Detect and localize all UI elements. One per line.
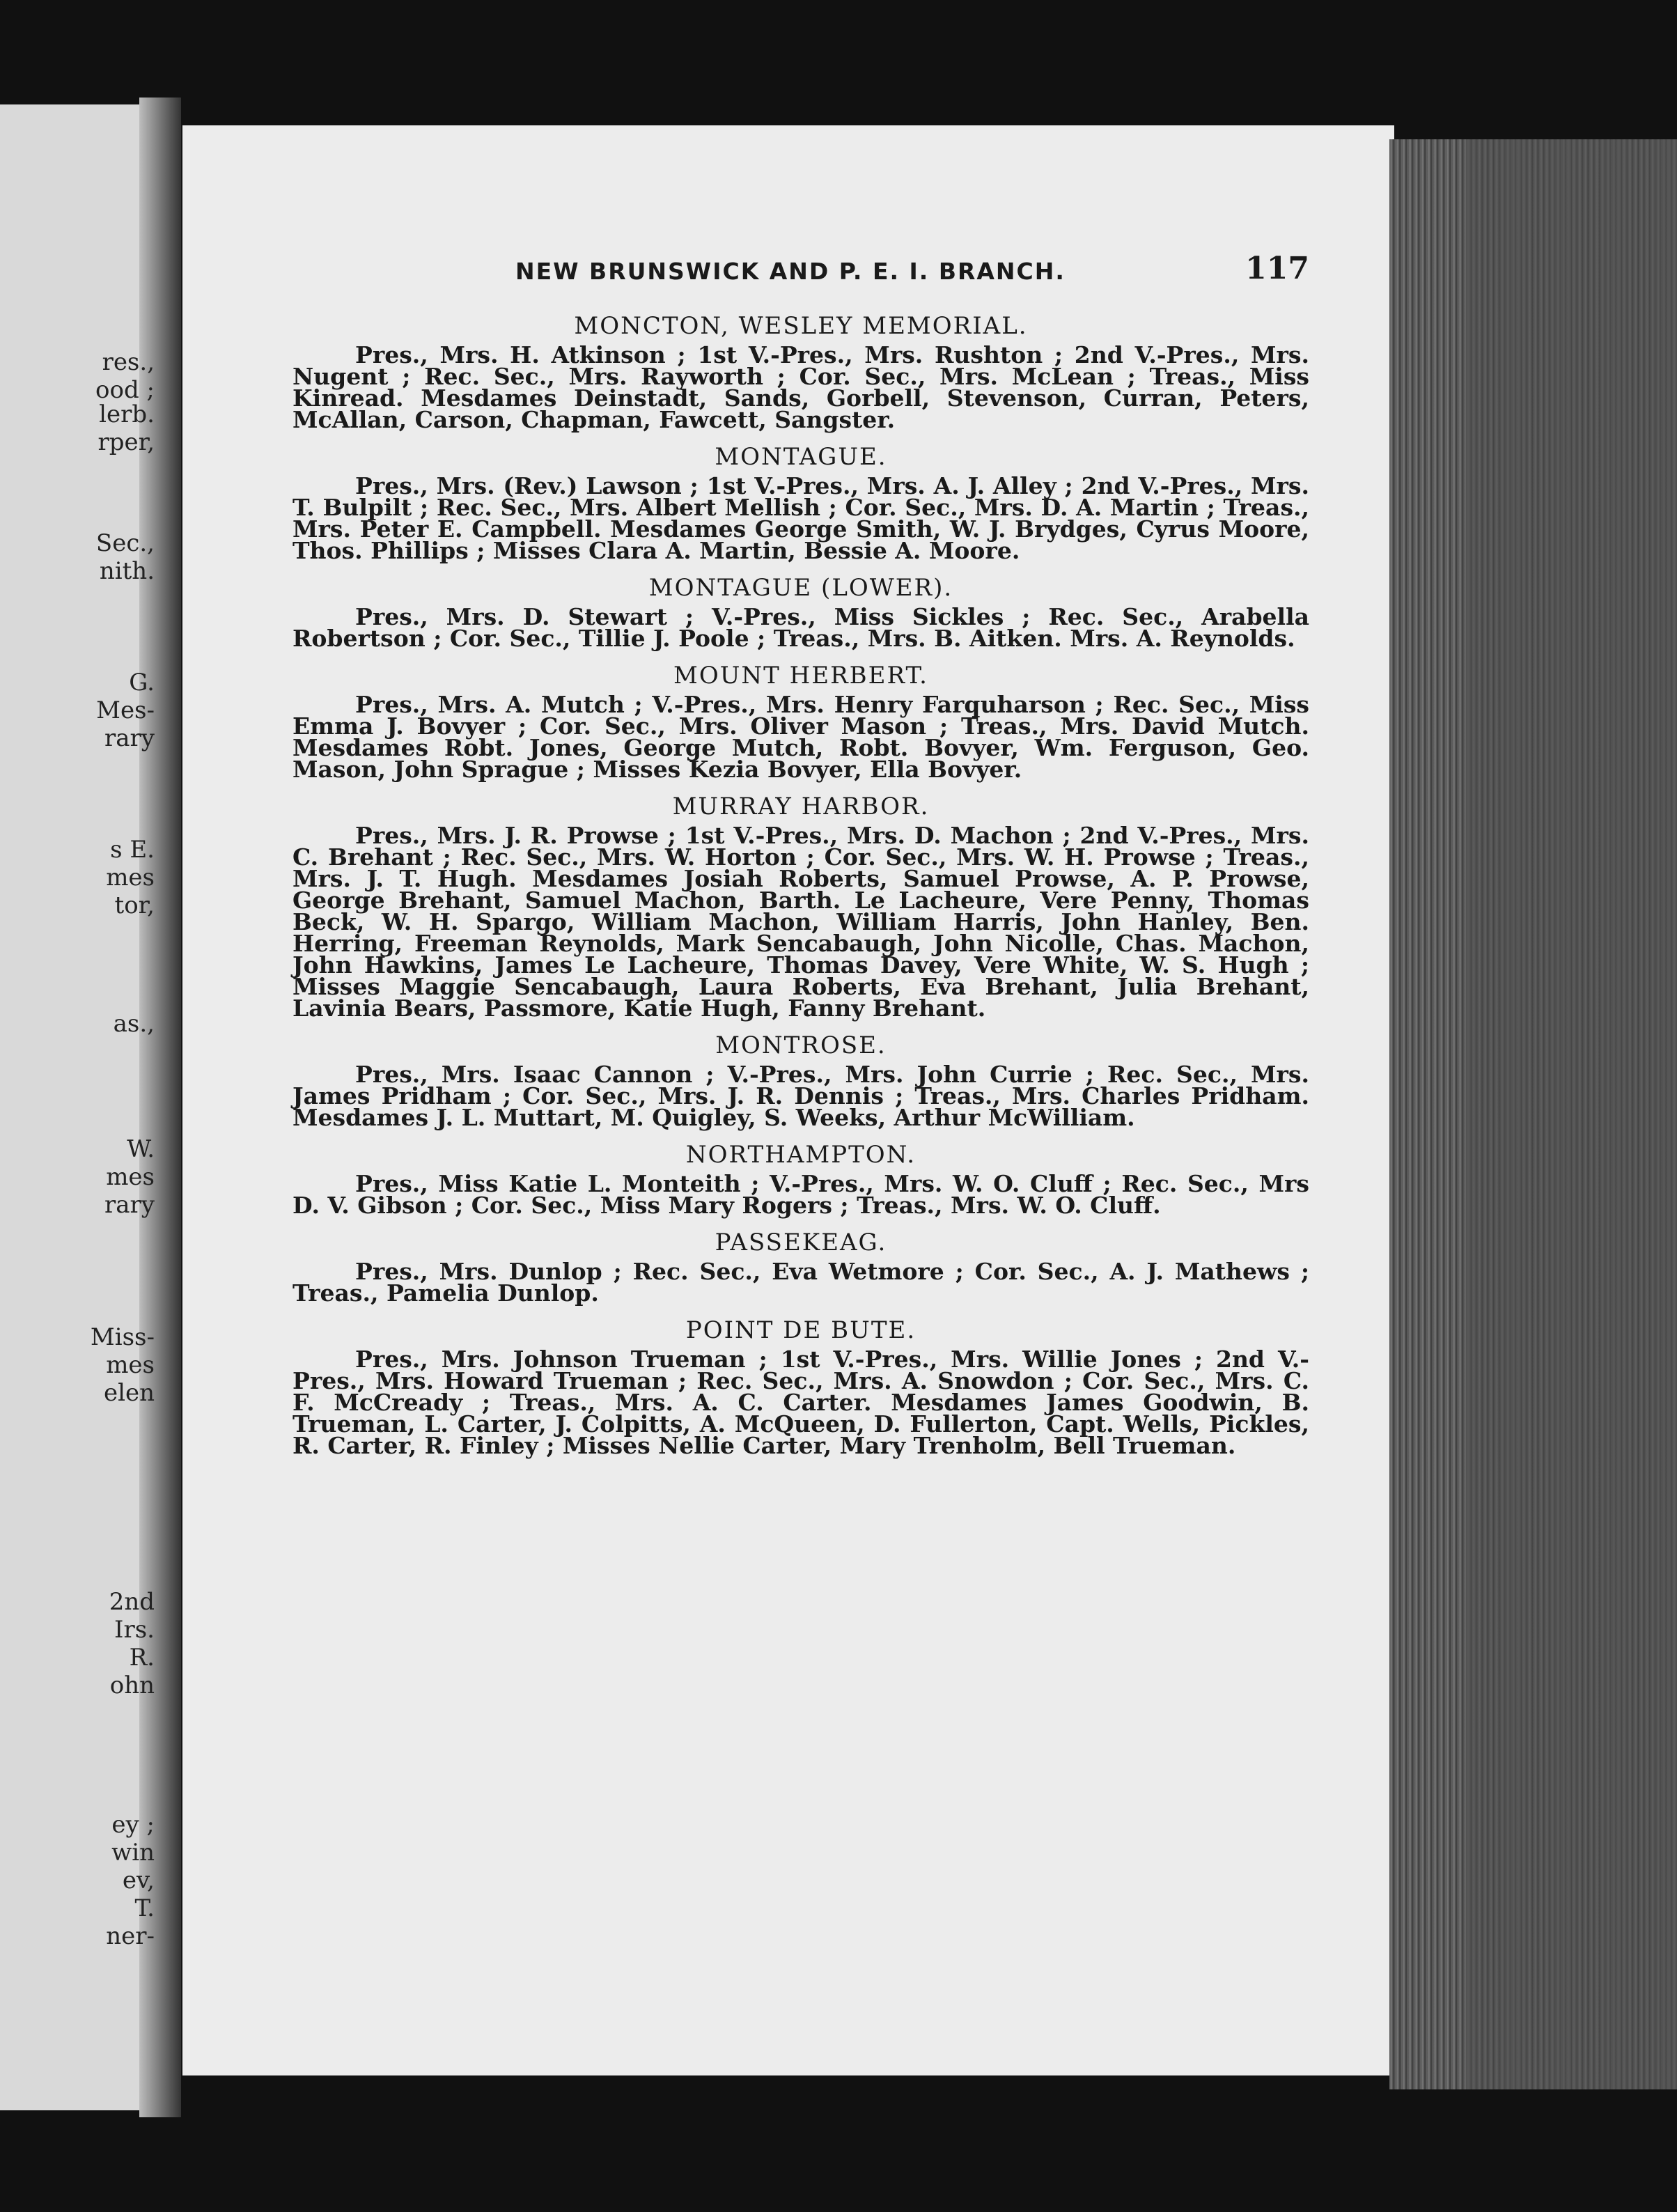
branch-section — [292, 1316, 1309, 1459]
branch-sections — [292, 312, 1309, 1459]
left-page-fragment: Mes- — [96, 696, 155, 724]
branch-section — [292, 793, 1309, 1022]
running-head — [292, 251, 1309, 299]
left-page-fragment: lerb. — [99, 400, 155, 428]
left-page-fragment: rper, — [98, 428, 155, 456]
branch-section — [292, 312, 1309, 433]
section-body: Pres., Miss Katie L. Monteith ; V.-Pres., Mrs. W. O. Cluff ; Rec. Sec., Mrs D. V. Gibson ; Cor. Sec., Miss Mary Rogers ; Treas., Mrs. W. O. Cluff. — [292, 1170, 1309, 1219]
left-page-fragment: ev, — [122, 1867, 155, 1894]
section-body: Pres., Mrs. Johnson Trueman ; 1st V.-Pres., Mrs. Willie Jones ; 2nd V.-Pres., Mrs. Howard Trueman ; Rec. Sec., Mrs. A. Snowdon ; Cor. Sec., Mrs. C. F. McCready ; Treas., Mrs. A. C. Carter. Mesdames James Goodwin, B. Trueman, L. Carter, J. Colpitts, A. McQueen, D. Fullerton, Capt. Wells, Pickles, R. Carter, R. Finley ; Misses Nellie Carter, Mary Trenholm, Bell Trueman. — [292, 1346, 1309, 1459]
left-page-fragment: mes — [106, 1163, 155, 1191]
section-heading: MONCTON, WESLEY MEMORIAL. — [574, 312, 1028, 340]
left-page-fragment: T. — [134, 1894, 155, 1922]
left-page-fragment: elen — [103, 1379, 155, 1407]
section-body: Pres., Mrs. H. Atkinson ; 1st V.-Pres., Mrs. Rushton ; 2nd V.-Pres., Mrs. Nugent ; Rec. Sec., Mrs. Rayworth ; Cor. Sec., Mrs. McLean ; Treas., Miss Kinread. Mesdames Deinstadt, Sands, Gorbell, Stevenson, Curran, Peters, McAllan, Carson, Chapman, Fawcett, Sangster. — [292, 341, 1309, 433]
section-heading: NORTHAMPTON. — [685, 1141, 916, 1169]
left-page-fragment: 2nd — [109, 1588, 155, 1616]
section-body: Pres., Mrs. A. Mutch ; V.-Pres., Mrs. Henry Farquharson ; Rec. Sec., Miss Emma J. Bovyer ; Cor. Sec., Mrs. Oliver Mason ; Treas., Mrs. David Mutch. Mesdames Robt. Jones, George Mutch, Robt. Bovyer, Wm. Ferguson, Geo. Mason, John Sprague ; Misses Kezia Bovyer, Ella Bovyer. — [292, 691, 1309, 783]
section-body: Pres., Mrs. (Rev.) Lawson ; 1st V.-Pres., Mrs. A. J. Alley ; 2nd V.-Pres., Mrs. T. Bulpilt ; Rec. Sec., Mrs. Albert Mellish ; Cor. Sec., Mrs. D. A. Martin ; Treas., Mrs. Peter E. Campbell. Mesdames George Smith, W. J. Brydges, Cyrus Moore, Thos. Phillips ; Misses Clara A. Martin, Bessie A. Moore. — [292, 472, 1309, 564]
left-page-fragment: rary — [104, 724, 155, 752]
left-page-fragment: ohn — [109, 1672, 155, 1699]
left-page-fragment: ood ; — [95, 376, 155, 404]
branch-section — [292, 662, 1309, 783]
running-head-title: NEW BRUNSWICK AND P. E. I. BRANCH. — [515, 258, 1066, 285]
left-page-fragment: G. — [129, 669, 155, 696]
section-heading: POINT DE BUTE. — [685, 1316, 916, 1344]
section-body: Pres., Mrs. J. R. Prowse ; 1st V.-Pres., Mrs. D. Machon ; 2nd V.-Pres., Mrs. C. Brehant ; Rec. Sec., Mrs. W. Horton ; Cor. Sec., Mrs. W. H. Prowse ; Treas., Mrs. J. T. Hugh. Mesdames Josiah Roberts, Samuel Prowse, A. P. Prowse, George Brehant, Samuel Machon, Barth. Le Lacheure, Vere Penny, Thomas Beck, W. H. Spargo, William Machon, William Harris, John Hanley, Ben. Herring, Freeman Reynolds, Mark Sencabaugh, John Nicolle, Chas. Machon, John Hawkins, James Le Lacheure, Thomas Davey, Vere White, W. S. Hugh ; Misses Maggie Sencabaugh, Laura Roberts, Eva Brehant, Julia Brehant, Lavinia Bears, Passmore, Katie Hugh, Fanny Brehant. — [292, 822, 1309, 1022]
left-page-fragment: win — [111, 1839, 155, 1867]
section-heading: MOUNT HERBERT. — [673, 662, 928, 690]
left-page-fragment: mes — [106, 864, 155, 891]
left-page-fragment: res., — [102, 348, 155, 376]
book-page-edges — [1389, 139, 1677, 2089]
section-heading: PASSEKEAG. — [715, 1229, 887, 1256]
left-page-fragment: Miss- — [90, 1323, 155, 1351]
left-page-fragment: R. — [129, 1644, 155, 1672]
section-heading: MURRAY HARBOR. — [672, 793, 930, 820]
branch-section — [292, 1141, 1309, 1219]
section-heading: MONTAGUE (LOWER). — [648, 574, 953, 602]
left-page-fragment: W. — [127, 1135, 155, 1163]
branch-section — [292, 574, 1309, 652]
left-page-fragment: Irs. — [114, 1616, 155, 1644]
section-body: Pres., Mrs. Dunlop ; Rec. Sec., Eva Wetmore ; Cor. Sec., A. J. Mathews ; Treas., Pamelia Dunlop. — [292, 1258, 1309, 1307]
left-page-fragment: mes — [106, 1351, 155, 1379]
left-page-fragment: nith. — [99, 557, 155, 585]
left-page-fragment: tor, — [114, 891, 155, 919]
left-page-fragment: ey ; — [111, 1811, 155, 1839]
branch-section — [292, 443, 1309, 564]
left-page-fragment: ner- — [106, 1922, 155, 1950]
branch-section — [292, 1229, 1309, 1307]
section-body: Pres., Mrs. Isaac Cannon ; V.-Pres., Mrs. John Currie ; Rec. Sec., Mrs. James Pridham ; Cor. Sec., Mrs. J. R. Dennis ; Treas., Mrs. Charles Pridham. Mesdames J. L. Muttart, M. Quigley, S. Weeks, Arthur McWilliam. — [292, 1061, 1309, 1131]
left-page-fragment: Sec., — [95, 529, 155, 557]
section-heading: MONTAGUE. — [715, 443, 887, 471]
section-heading: MONTROSE. — [715, 1031, 887, 1059]
page-content — [292, 251, 1309, 1459]
left-page-fragment: rary — [104, 1191, 155, 1219]
left-page-fragment: as., — [113, 1010, 155, 1038]
page-number: 117 — [1245, 251, 1309, 286]
left-page-fragment: s E. — [110, 836, 155, 864]
section-body: Pres., Mrs. D. Stewart ; V.-Pres., Miss Sickles ; Rec. Sec., Arabella Robertson ; Cor. Sec., Tillie J. Poole ; Treas., Mrs. B. Aitken. Mrs. A. Reynolds. — [292, 603, 1309, 652]
branch-section — [292, 1031, 1309, 1131]
